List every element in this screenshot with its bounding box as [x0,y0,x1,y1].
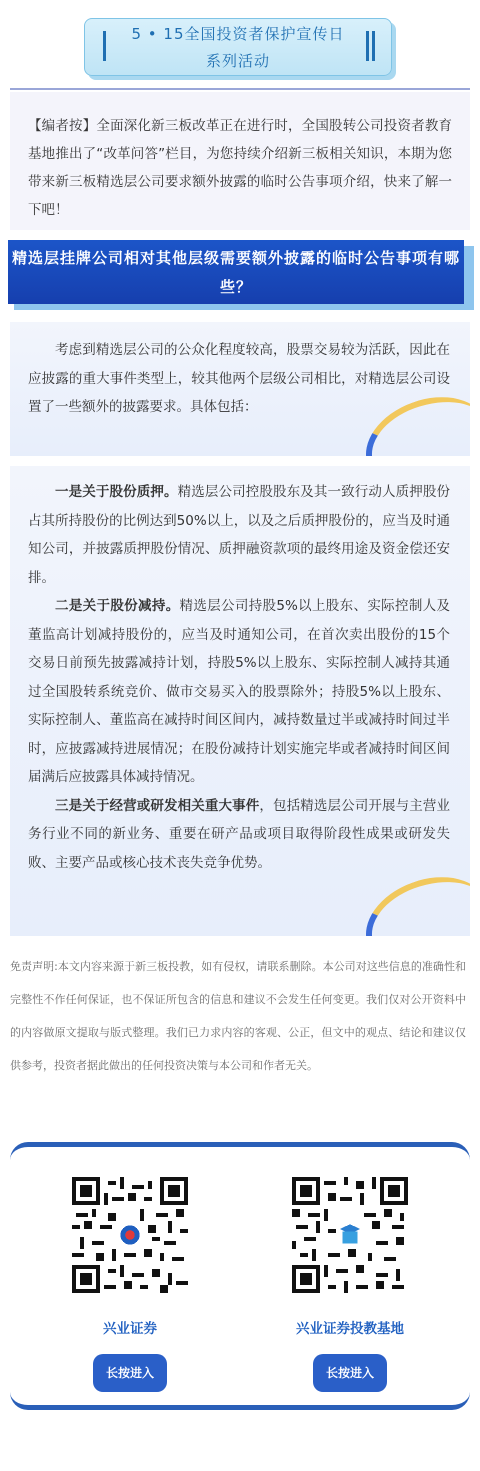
item-pledge [28,478,450,592]
item-reduction-lead: 二是关于股份减持。 [55,598,180,614]
item-pledge-body: 精选层公司控股股东及其一致行动人质押股份占其所持股份的比例达到50%以上，以及之后质押股份的，应当及时通知公司，并披露质押股份情况、质押融资款项的最终用途及资金偿还安排。 [28,484,450,586]
details-panel [10,466,470,936]
disclaimer [10,950,466,1082]
editor-note [10,92,470,230]
item-business-body: ，包括精选层公司开展与主营业务行业不同的新业务、重要在研产品或项目取得阶段性成果或研发失败、主要产品或核心技术丧失竞争优势。 [28,797,450,871]
qr-code-icon[interactable] [292,1177,408,1293]
qr-label-investor-education-base: 兴业证券投教基地 [296,1321,404,1337]
qr-code-icon[interactable] [72,1177,188,1293]
event-title-line1: 5 • 15全国投资者保护宣传日 [131,25,345,43]
title-right-bar-1 [366,31,369,61]
event-title-box [84,18,392,76]
item-reduction-body: 精选层公司持股5%以上股东、实际控制人及董监高计划减持股份的，应当及时通知公司，在首次卖出股份的15个交易日前预先披露减持计划，持股5%以上股东、实际控制人减持其通过全国股转系统竞价、做市交易买入的股票除外；持股5%以上股东、实际控制人、董监高在减持时间区间内，减持数量过半或减持时间过半时，应披露减持进展情况；在股份减持计划实施完毕或者减持时间区间届满后应披露具体减持情况。 [28,598,450,785]
item-business [28,792,450,878]
question-heading [8,240,464,304]
title-left-bar [103,31,106,61]
answer-intro-text: 考虑到精选层公司的公众化程度较高，股票交易较为活跃，因此在应披露的重大事件类型上，较其他两个层级公司相比，对精选层公司设置了一些额外的披露要求。具体包括： [28,342,450,415]
qr-label-xingye-securities: 兴业证券 [103,1321,157,1337]
editor-note-text: 【编者按】全面深化新三板改革正在进行时，全国股转公司投资者教育基地推出了“改革问答”栏目，为您持续介绍新三板相关知识，本期为您带来新三板精选层公司要求额外披露的临时公告事项介绍，快来了解一下吧！ [28,118,452,218]
item-pledge-lead: 一是关于股份质押。 [55,484,178,500]
item-reduction [28,592,450,792]
qr-card [10,1142,470,1410]
question-heading-text: 精选层挂牌公司相对其他层级需要额外披露的临时公告事项有哪些？ [11,249,460,296]
event-title-line2: 系列活动 [205,52,270,70]
long-press-enter-button[interactable]: 长按进入 [93,1354,167,1392]
title-right-bar-2 [372,31,375,61]
long-press-enter-button[interactable]: 长按进入 [313,1354,387,1392]
item-business-lead: 三是关于经营或研发相关重大事件 [55,797,260,814]
answer-intro-panel [10,322,470,456]
section-divider [10,88,470,90]
disclaimer-text: 免责声明:本文内容来源于新三板投教，如有侵权，请联系删除。本公司对这些信息的准确性和完整性不作任何保证，也不保证所包含的信息和建议不会发生任何变更。我们仅对公开资料中的内容做原文提取与版式整理。我们已力求内容的客观、公正，但文中的观点、结论和建议仅供参考，投资者据此做出的任何投资决策与本公司和作者无关。 [10,960,466,1072]
